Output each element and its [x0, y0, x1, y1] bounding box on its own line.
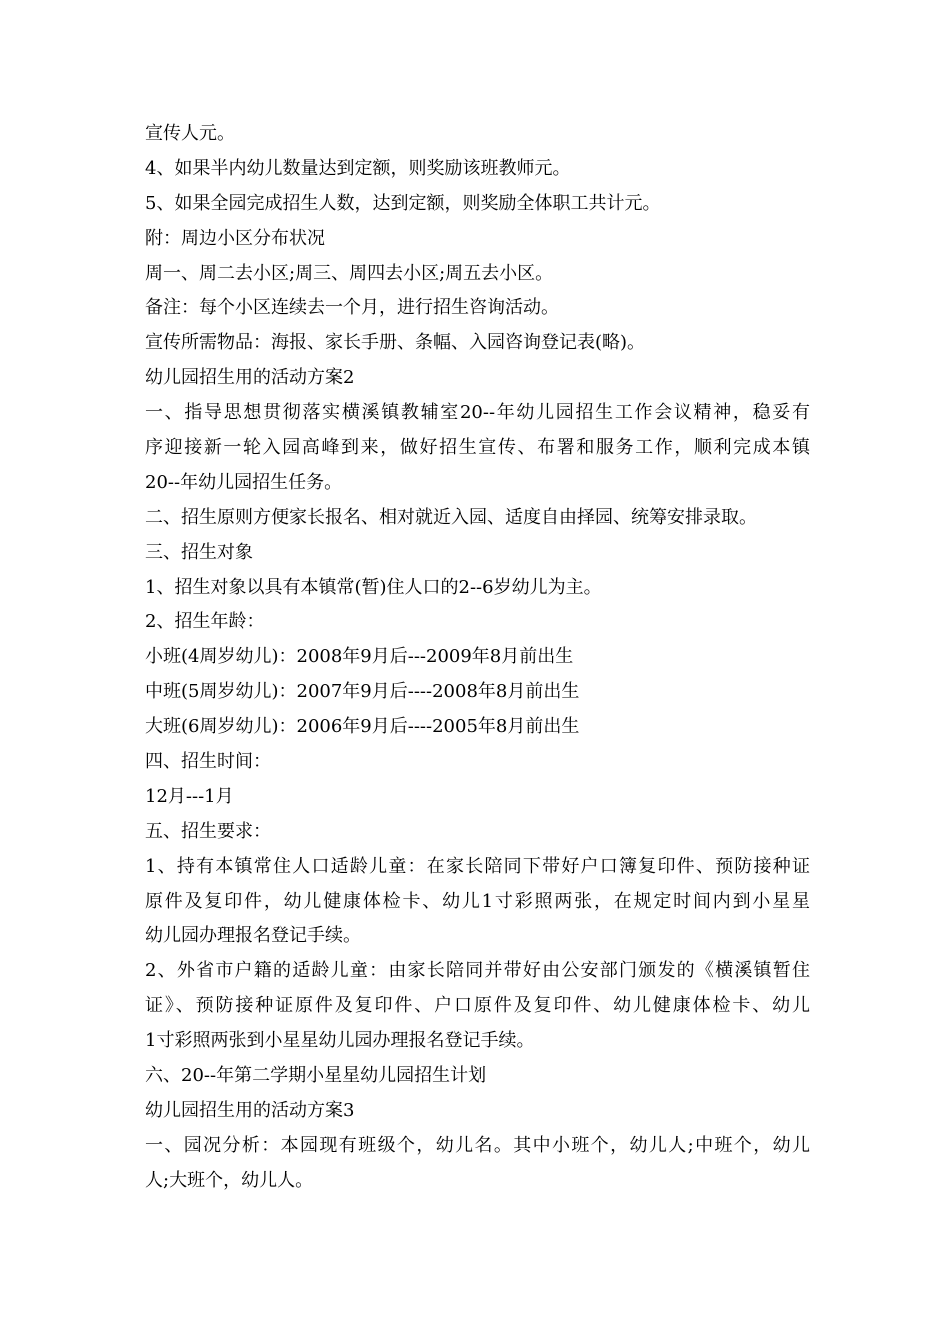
text-line: 宣传所需物品：海报、家长手册、条幅、入园咨询登记表(略)。 — [145, 332, 646, 354]
text-line: 4、如果半内幼儿数量达到定额，则奖励该班教师元。 — [145, 157, 571, 179]
text-line: 20--年幼儿园招生任务。 — [145, 471, 343, 493]
text-line: 大班(6周岁幼儿)：2006年9月后----2005年8月前出生 — [145, 716, 580, 738]
text-line: 备注：每个小区连续去一个月，进行招生咨询活动。 — [145, 297, 559, 319]
text-line: 序迎接新一轮入园高峰到来，做好招生宣传、布署和服务工作，顺利完成本镇 — [145, 437, 810, 459]
text-line: 人;大班个，幼儿人。 — [145, 1169, 314, 1191]
text-line: 一、园况分析：本园现有班级个，幼儿名。其中小班个，幼儿人;中班个，幼儿 — [145, 1134, 810, 1156]
section-heading: 幼儿园招生用的活动方案2 — [145, 367, 355, 389]
paragraph — [145, 850, 810, 955]
document-body — [145, 117, 810, 1199]
text-line: 四、招生时间： — [145, 751, 271, 773]
text-line: 小班(4周岁幼儿)：2008年9月后---2009年8月前出生 — [145, 646, 574, 668]
text-line: 一、指导思想贯彻落实横溪镇教辅室20--年幼儿园招生工作会议精神，稳妥有 — [145, 402, 810, 424]
text-line: 2、招生年龄： — [145, 611, 265, 633]
text-line: 六、20--年第二学期小星星幼儿园招生计划 — [145, 1065, 487, 1087]
text-line: 证》、预防接种证原件及复印件、户口原件及复印件、幼儿健康体检卡、幼儿 — [145, 995, 810, 1017]
text-line: 1、持有本镇常住人口适龄儿童：在家长陪同下带好户口簿复印件、预防接种证 — [145, 855, 810, 877]
text-line: 5、如果全园完成招生人数，达到定额，则奖励全体职工共计元。 — [145, 192, 661, 214]
section-heading: 幼儿园招生用的活动方案3 — [145, 1099, 355, 1121]
text-line: 二、招生原则方便家长报名、相对就近入园、适度自由择园、统筹安排录取。 — [145, 506, 757, 528]
paragraph — [145, 1129, 810, 1199]
text-line: 幼儿园办理报名登记手续。 — [145, 925, 361, 947]
text-line: 中班(5周岁幼儿)：2007年9月后----2008年8月前出生 — [145, 681, 580, 703]
text-line: 附：周边小区分布状况 — [145, 227, 325, 249]
text-line: 原件及复印件，幼儿健康体检卡、幼儿1寸彩照两张，在规定时间内到小星星 — [145, 890, 810, 912]
text-line: 周一、周二去小区;周三、周四去小区;周五去小区。 — [145, 262, 554, 284]
text-line: 12月---1月 — [145, 785, 234, 807]
paragraph — [145, 954, 810, 1059]
text-line: 2、外省市户籍的适龄儿童：由家长陪同并带好由公安部门颁发的《横溪镇暂住 — [145, 960, 810, 982]
text-line: 三、招生对象 — [145, 541, 253, 563]
text-line: 1寸彩照两张到小星星幼儿园办理报名登记手续。 — [145, 1030, 535, 1052]
text-line: 1、招生对象以具有本镇常(暂)住人口的2--6岁幼儿为主。 — [145, 576, 602, 598]
paragraph — [145, 396, 810, 501]
text-line: 宣传人元。 — [145, 123, 235, 144]
text-line: 五、招生要求： — [145, 820, 271, 842]
